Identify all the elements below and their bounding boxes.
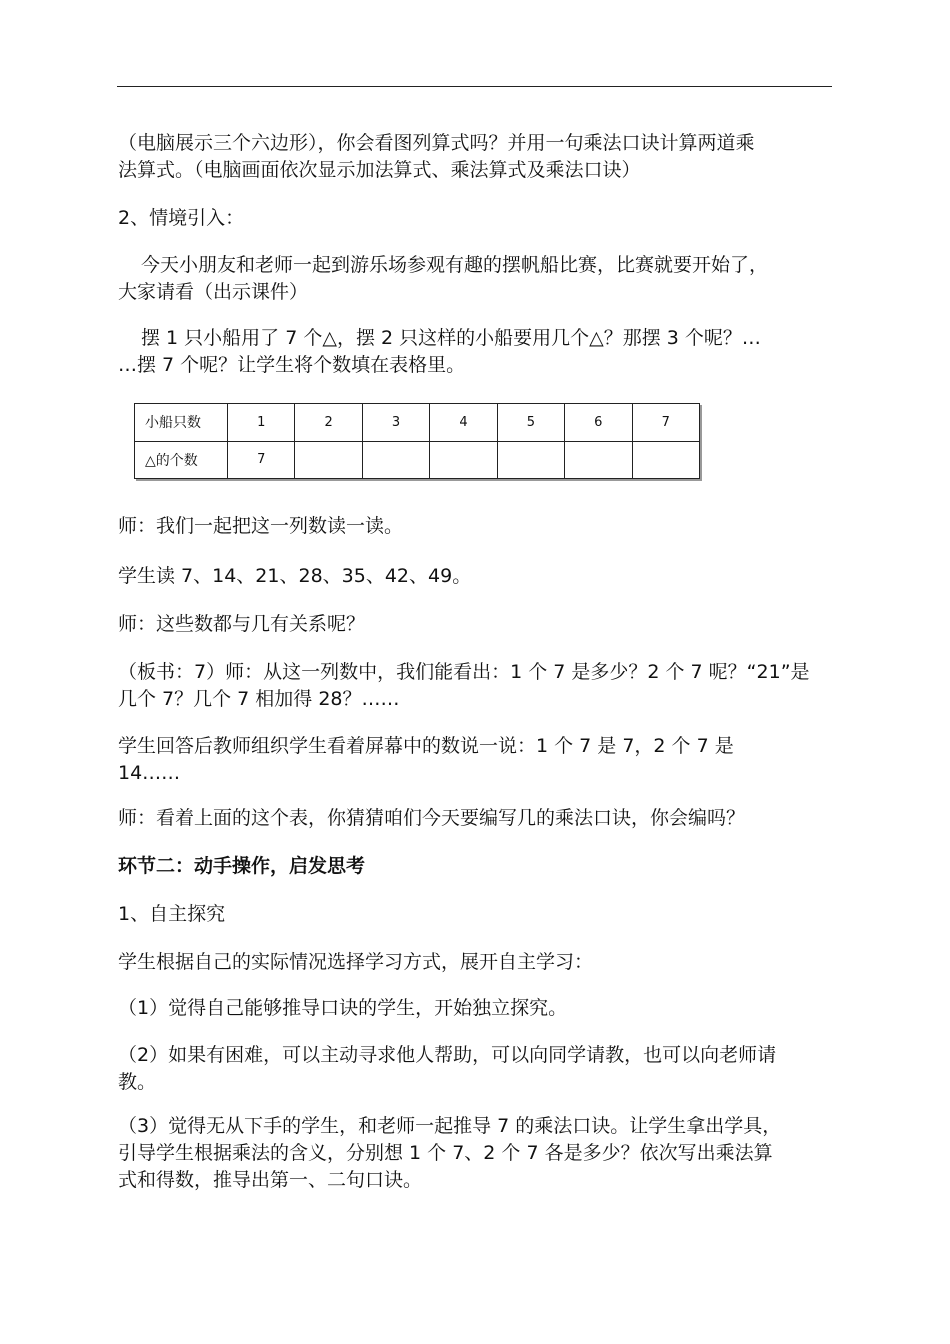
section-two-heading: 环节二：动手操作，启发思考 xyxy=(118,855,366,877)
teacher-line-1: 师：我们一起把这一列数读一读。 xyxy=(118,515,404,537)
table-cell xyxy=(565,441,632,479)
scene-paragraph-1 xyxy=(118,252,835,306)
table-cell: 1 xyxy=(228,404,295,442)
table-row-triangles xyxy=(135,441,700,479)
option-3-line-3: 式和得数，推导出第一、二句口诀。 xyxy=(118,1169,423,1191)
self-study-heading: 1、自主探究 xyxy=(118,903,226,925)
teacher-line-3: 师：看着上面的这个表，你猜猜咱们今天要编写几的乘法口诀，你会编吗？ xyxy=(118,807,746,829)
header-rule xyxy=(117,86,832,87)
table-cell: 3 xyxy=(362,404,429,442)
self-study-lead: 学生根据自己的实际情况选择学习方式，展开自主学习： xyxy=(118,951,594,973)
scene-p1-line-1: 今天小朋友和老师一起到游乐场参观有趣的摆帆船比赛，比赛就要开始了， xyxy=(141,254,769,276)
option-1: （1）觉得自己能够推导口诀的学生，开始独立探究。 xyxy=(118,997,568,1019)
answer-line-1: 学生回答后教师组织学生看着屏幕中的数说一说：1 个 7 是 7，2 个 7 是 xyxy=(118,735,734,757)
option-2-line-1: （2）如果有困难，可以主动寻求他人帮助，可以向同学请教，也可以向老师请 xyxy=(118,1044,777,1066)
answer-line-2: 14…… xyxy=(118,762,181,784)
student-read-line: 学生读 7、14、21、28、35、42、49。 xyxy=(118,565,472,587)
intro-line-2: 法算式。（电脑画面依次显示加法算式、乘法算式及乘法口诀） xyxy=(118,159,641,181)
table-header-boats: 小船只数 xyxy=(135,404,228,442)
intro-paragraph xyxy=(118,130,834,184)
intro-line-1: （电脑展示三个六边形），你会看图列算式吗？并用一句乘法口诀计算两道乘 xyxy=(118,132,755,154)
table-cell: 6 xyxy=(565,404,632,442)
option-3 xyxy=(118,1113,834,1194)
table-cell xyxy=(632,441,699,479)
table-cell: 7 xyxy=(632,404,699,442)
board-line-2: 几个 7？几个 7 相加得 28？…… xyxy=(118,688,400,710)
board-line-1: （板书：7）师：从这一列数中，我们能看出：1 个 7 是多少？2 个 7 呢？“21”是 xyxy=(118,661,810,683)
table-cell xyxy=(362,441,429,479)
table-cell xyxy=(430,441,497,479)
scene-p2-line-1: 摆 1 只小船用了 7 个△，摆 2 只这样的小船要用几个△？那摆 3 个呢？… xyxy=(141,327,761,349)
table-cell xyxy=(295,441,362,479)
boat-triangle-table xyxy=(134,403,700,479)
table-cell: 7 xyxy=(228,441,295,479)
table-header-triangles: △的个数 xyxy=(135,441,228,479)
teacher-line-2: 师：这些数都与几有关系呢？ xyxy=(118,613,366,635)
table-row-boats xyxy=(135,404,700,442)
option-3-line-2: 引导学生根据乘法的含义，分别想 1 个 7、2 个 7 各是多少？依次写出乘法算 xyxy=(118,1142,773,1164)
table-cell: 4 xyxy=(430,404,497,442)
option-2 xyxy=(118,1042,834,1096)
scene-p2-line-2: …摆 7 个呢？让学生将个数填在表格里。 xyxy=(118,354,466,376)
board-question-paragraph xyxy=(118,659,834,713)
table-cell xyxy=(497,441,564,479)
option-3-line-1: （3）觉得无从下手的学生，和老师一起推导 7 的乘法口诀。让学生拿出学具， xyxy=(118,1115,782,1137)
table-cell: 5 xyxy=(497,404,564,442)
scene-heading: 2、情境引入： xyxy=(118,207,245,229)
scene-paragraph-2 xyxy=(118,325,835,379)
student-answer-paragraph xyxy=(118,733,834,787)
table-cell: 2 xyxy=(295,404,362,442)
scene-p1-line-2: 大家请看（出示课件） xyxy=(118,281,309,303)
option-2-line-2: 教。 xyxy=(118,1071,157,1093)
